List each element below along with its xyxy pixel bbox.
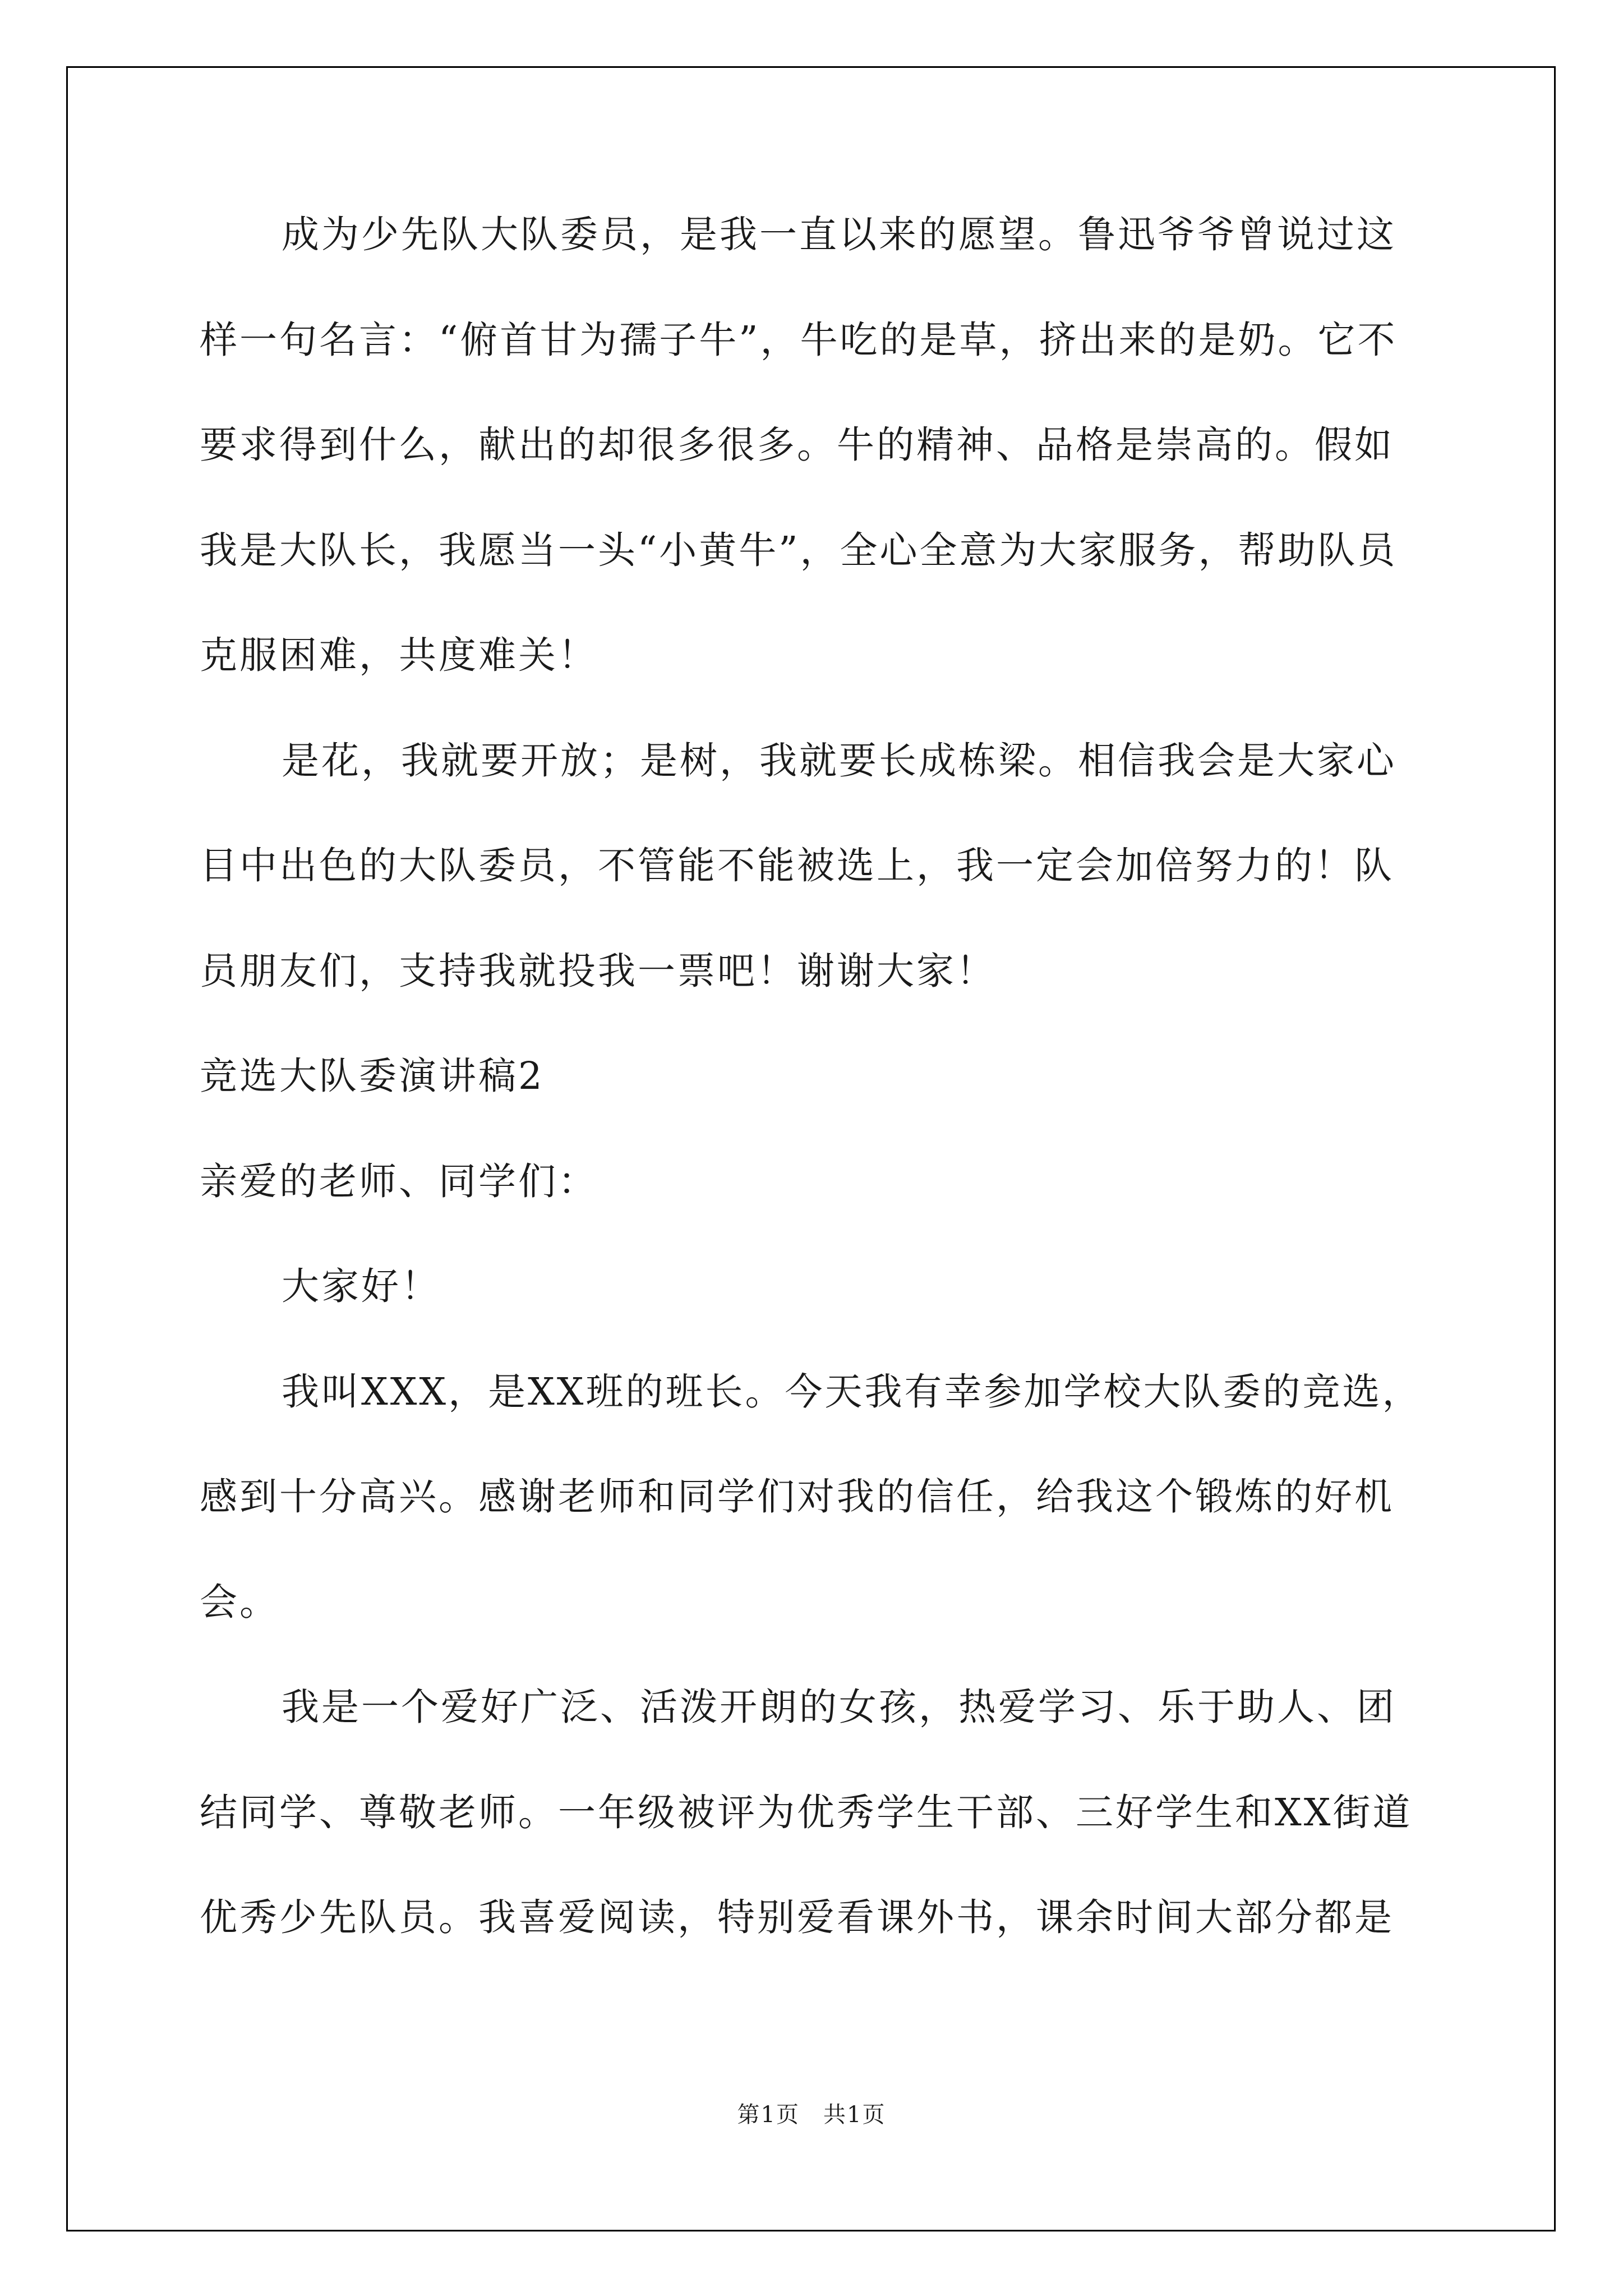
text-line: 目中出色的大队委员，不管能不能被选上，我一定会加倍努力的！队 xyxy=(200,844,1394,887)
greeting: 大家好！ xyxy=(282,1264,441,1308)
text-line: 是花，我就要开放；是树，我就要长成栋梁。相信我会是大家心 xyxy=(282,738,1396,783)
salutation: 亲爱的老师、同学们： xyxy=(200,1159,598,1203)
text-line: 员朋友们，支持我就投我一票吧！谢谢大家！ xyxy=(200,949,996,993)
text-line: 我是大队长，我愿当一头“小黄牛”，全心全意为大家服务，帮助队员 xyxy=(200,528,1398,572)
text-line: 要求得到什么，献出的却很多很多。牛的精神、品格是崇高的。假如 xyxy=(200,423,1394,467)
text-line: 成为少先队大队委员，是我一直以来的愿望。鲁迅爷爷曾说过这 xyxy=(282,213,1396,256)
text-line: 样一句名言：“俯首甘为孺子牛”，牛吃的是草，挤出来的是奶。它不 xyxy=(200,318,1398,362)
text-line: 感到十分高兴。感谢老师和同学们对我的信任，给我这个锻炼的好机 xyxy=(200,1475,1394,1519)
text-line: 会。 xyxy=(200,1580,279,1624)
section-heading: 竞选大队委演讲稿2 xyxy=(200,1054,545,1098)
text-line: 我是一个爱好广泛、活泼开朗的女孩，热爱学习、乐于助人、团 xyxy=(282,1685,1396,1729)
text-line: 优秀少先队员。我喜爱阅读，特别爱看课外书，课余时间大部分都是 xyxy=(200,1895,1394,1939)
text-line: 我叫XXX，是XX班的班长。今天我有幸参加学校大队委的竞选， xyxy=(282,1369,1422,1414)
page-number: 第1页 共1页 xyxy=(737,2102,886,2128)
text-line: 克服困难，共度难关！ xyxy=(200,633,598,677)
document-body xyxy=(200,213,1433,2004)
text-line: 结同学、尊敬老师。一年级被评为优秀学生干部、三好学生和XX街道 xyxy=(200,1790,1413,1834)
